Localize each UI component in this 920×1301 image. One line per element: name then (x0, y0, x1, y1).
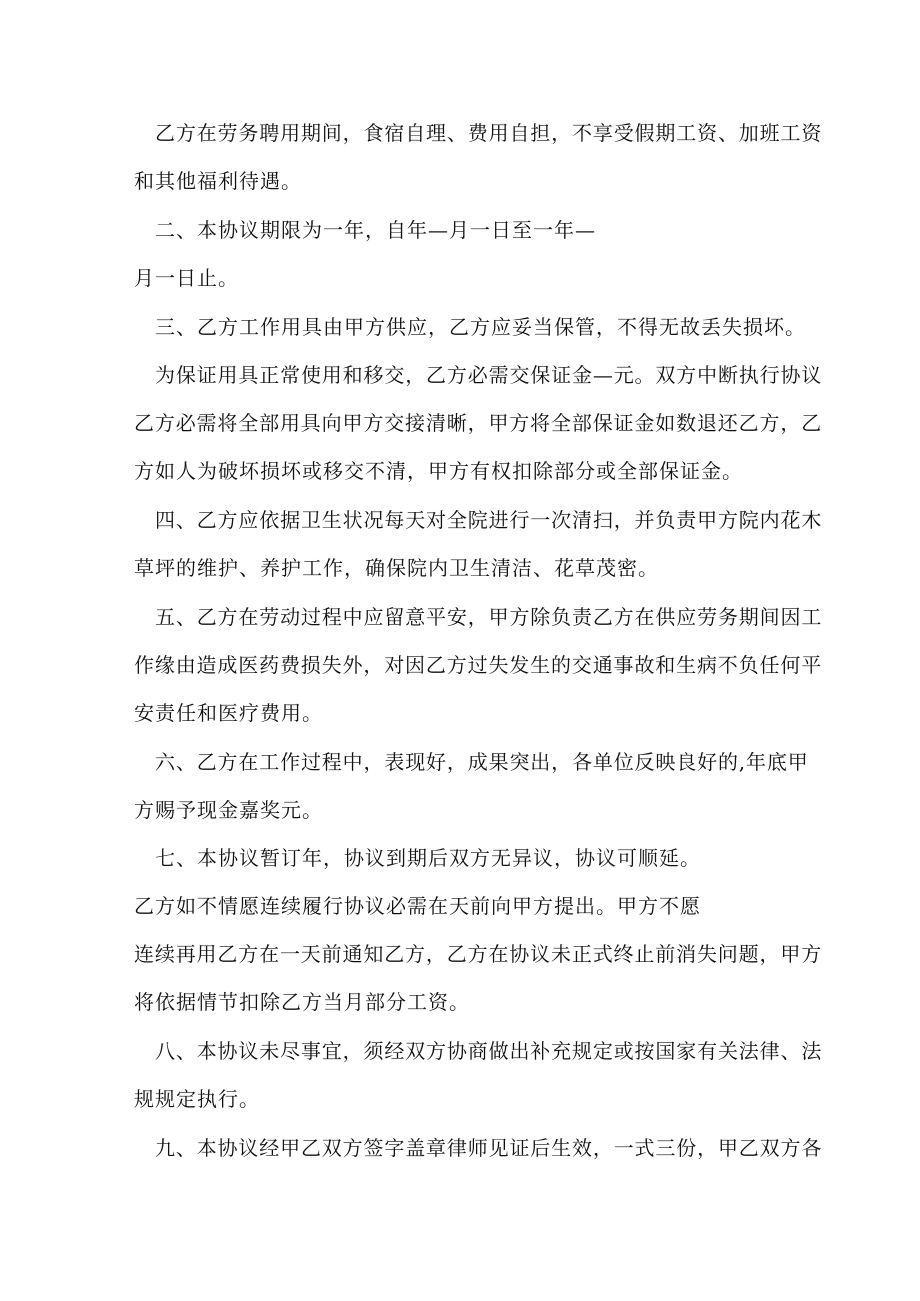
text-line: 乙方必需将全部用具向甲方交接清晰，甲方将全部保证金如数退还乙方，乙 (134, 411, 823, 435)
text-line: 乙方如不情愿连续履行协议必需在天前向甲方提出。甲方不愿 (134, 894, 701, 918)
text-line: 三、乙方工作用具由甲方供应，乙方应妥当保管，不得无故丢失损坏。 (155, 315, 806, 339)
text-line: 二、本协议期限为一年，自年—月一日至一年— (155, 218, 596, 242)
text-line: 规规定执行。 (134, 1087, 260, 1111)
text-line: 为保证用具正常使用和移交，乙方必需交保证金—元。双方中断执行协议 (155, 363, 823, 387)
text-line: 和其他福利待遇。 (134, 169, 302, 193)
text-line: 草坪的维护、养护工作，确保院内卫生清洁、花草茂密。 (134, 556, 659, 580)
text-line: 月一日止。 (134, 266, 239, 290)
text-line: 作缘由造成医药费损失外，对因乙方过失发生的交通事故和生病不负任何平 (134, 653, 823, 677)
text-line: 五、乙方在劳动过程中应留意平安，甲方除负责乙方在供应劳务期间因工 (155, 605, 823, 629)
text-line: 将依据情节扣除乙方当月部分工资。 (134, 990, 470, 1014)
text-line: 方如人为破坏损坏或移交不清，甲方有权扣除部分或全部保证金。 (134, 459, 743, 483)
text-line: 乙方在劳务聘用期间，食宿自理、费用自担，不享受假期工资、加班工资 (155, 121, 823, 145)
text-line: 九、本协议经甲乙双方签字盖章律师见证后生效，一式三份，甲乙双方各 (155, 1136, 823, 1160)
text-line: 连续再用乙方在一天前通知乙方，乙方在协议未正式终止前消失问题，甲方 (134, 942, 823, 966)
text-line: 七、本协议暂订年，协议到期后双方无异议，协议可顺延。 (155, 846, 701, 870)
text-line: 安责任和医疗费用。 (134, 701, 323, 725)
text-line: 方赐予现金嘉奖元。 (134, 798, 323, 822)
text-line: 四、乙方应依据卫生状况每天对全院进行一次清扫，并负责甲方院内花木 (155, 508, 823, 532)
text-line: 六、乙方在工作过程中，表现好，成果突出，各单位反映良好的,年底甲 (155, 750, 809, 774)
text-line: 八、本协议未尽事宜，须经双方协商做出补充规定或按国家有关法律、法 (155, 1039, 823, 1063)
